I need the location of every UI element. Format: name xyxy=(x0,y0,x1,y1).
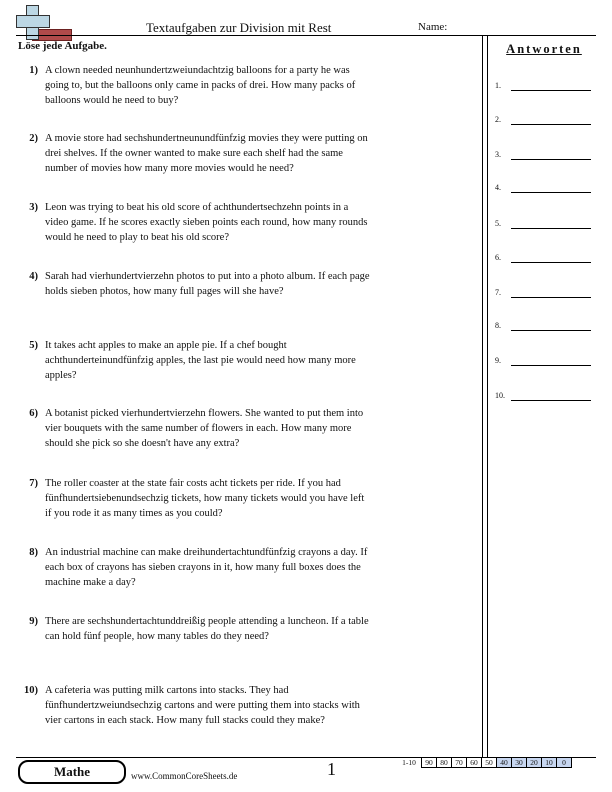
problem-number: 4) xyxy=(29,271,38,282)
answer-number: 1. xyxy=(495,81,501,90)
problem-number: 1) xyxy=(29,65,38,76)
answer-number: 5. xyxy=(495,219,501,228)
answer-row-10 xyxy=(495,389,593,403)
answer-row-8 xyxy=(495,319,593,333)
problem-text: A movie store had sechshundertneunundfünfzig movies they were putting on drei shelves. If the owner wanted to make sure each shelf had the same number of movies how many more movies would he need? xyxy=(45,133,368,175)
score-cell: 10 xyxy=(542,758,557,768)
answer-number: 4. xyxy=(495,183,501,192)
worksheet-title: Textaufgaben zur Division mit Rest xyxy=(146,20,332,35)
problem-number: 5) xyxy=(29,340,38,351)
answer-line[interactable] xyxy=(511,228,591,229)
score-cell: 70 xyxy=(452,758,467,768)
answer-number: 8. xyxy=(495,321,501,330)
answer-line[interactable] xyxy=(511,262,591,263)
answer-number: 9. xyxy=(495,356,501,365)
instructions: Löse jede Aufgabe. xyxy=(18,40,107,52)
score-cell: 20 xyxy=(527,758,542,768)
answer-line[interactable] xyxy=(511,400,591,401)
problem-number: 7) xyxy=(29,478,38,489)
problem-text: The roller coaster at the state fair costs acht tickets per ride. If you had fünfhundertsiebenundsechzig tickets, how many tickets would you have left if you rode it as many times as you could? xyxy=(45,478,365,520)
problem-number: 3) xyxy=(29,202,38,213)
score-cell: 40 xyxy=(497,758,512,768)
score-cell: 60 xyxy=(467,758,482,768)
answer-line[interactable] xyxy=(511,124,591,125)
answer-number: 10. xyxy=(495,391,505,400)
problem-6 xyxy=(20,406,370,452)
score-table xyxy=(397,757,572,768)
problem-text: Sarah had vierhundertvierzehn photos to put into a photo album. If each page holds sieben photos, how many full pages will she have? xyxy=(45,271,370,298)
subject-badge: Mathe xyxy=(18,760,126,784)
problem-5 xyxy=(20,338,370,384)
answer-row-1 xyxy=(495,79,593,93)
problem-8 xyxy=(20,545,370,591)
answer-line[interactable] xyxy=(511,159,591,160)
answer-number: 6. xyxy=(495,253,501,262)
answer-row-7 xyxy=(495,286,593,300)
problem-text: A botanist picked vierhundertvierzehn flowers. She wanted to put them into vier bouquets with the same number of flowers in each. How many more should she pick so she doesn't have any extra? xyxy=(45,408,364,450)
problem-2 xyxy=(20,131,370,177)
header-rule xyxy=(16,35,596,36)
answer-row-5 xyxy=(495,217,593,231)
answer-line[interactable] xyxy=(511,365,591,366)
logo-cross-horizontal xyxy=(16,15,50,28)
answer-line[interactable] xyxy=(511,192,591,193)
answer-line[interactable] xyxy=(511,90,591,91)
problem-7 xyxy=(20,476,370,522)
problem-4 xyxy=(20,269,370,299)
problem-10 xyxy=(20,683,370,729)
problem-number: 9) xyxy=(29,616,38,627)
problem-9 xyxy=(20,614,370,644)
answer-row-3 xyxy=(495,148,593,162)
answer-column-divider-inner xyxy=(487,35,488,757)
problem-number: 10) xyxy=(24,685,38,696)
problem-text: A clown needed neunhundertzweiundachtzig balloons for a party he was going to, but the balloons only came in packs of drei. How many packs of balloons would he need to buy? xyxy=(45,65,356,107)
answer-line[interactable] xyxy=(511,330,591,331)
problem-text: A cafeteria was putting milk cartons into stacks. They had fünfhundertzweiundsechzig cartons and were putting them into stacks with vier cartons in each stack. How many full stacks could they make? xyxy=(45,685,360,727)
name-label: Name: xyxy=(418,21,448,33)
problem-text: It takes acht apples to make an apple pie. If a chef bought achthunderteinundfünfzig apples, the last pie would need how many more apples? xyxy=(45,340,356,382)
answer-row-2 xyxy=(495,113,593,127)
answer-number: 2. xyxy=(495,115,501,124)
score-range-label: 1-10 xyxy=(402,758,416,767)
score-cell: 90 xyxy=(422,758,437,768)
score-cell: 30 xyxy=(512,758,527,768)
problem-1 xyxy=(20,63,370,109)
logo-icon xyxy=(16,5,70,37)
website-link[interactable]: www.CommonCoreSheets.de xyxy=(131,771,238,781)
answer-row-9 xyxy=(495,354,593,368)
answer-number: 7. xyxy=(495,288,501,297)
problem-number: 6) xyxy=(29,408,38,419)
answer-row-4 xyxy=(495,181,593,195)
problem-text: Leon was trying to beat his old score of achthundertsechzehn points in a video game. If he scores exactly sieben points each round, how many rounds would he need to play to beat his old score? xyxy=(45,202,368,244)
answer-row-6 xyxy=(495,251,593,265)
answer-number: 3. xyxy=(495,150,501,159)
score-cell: 0 xyxy=(557,758,572,768)
problem-number: 2) xyxy=(29,133,38,144)
problem-number: 8) xyxy=(29,547,38,558)
problem-text: An industrial machine can make dreihundertachtundfünfzig crayons a day. If each box of crayons has sieben crayons in it, how many full boxes does the machine make a day? xyxy=(45,547,368,589)
problem-text: There are sechshundertachtunddreißig people attending a luncheon. If a table can hold fünf people, how many tables do they need? xyxy=(45,616,369,643)
answer-column-divider xyxy=(482,35,483,757)
page-number: 1 xyxy=(327,759,336,779)
score-cell: 80 xyxy=(437,758,452,768)
problem-3 xyxy=(20,200,370,246)
answer-line[interactable] xyxy=(511,297,591,298)
score-cell: 50 xyxy=(482,758,497,768)
answers-title: Antworten xyxy=(506,42,582,56)
